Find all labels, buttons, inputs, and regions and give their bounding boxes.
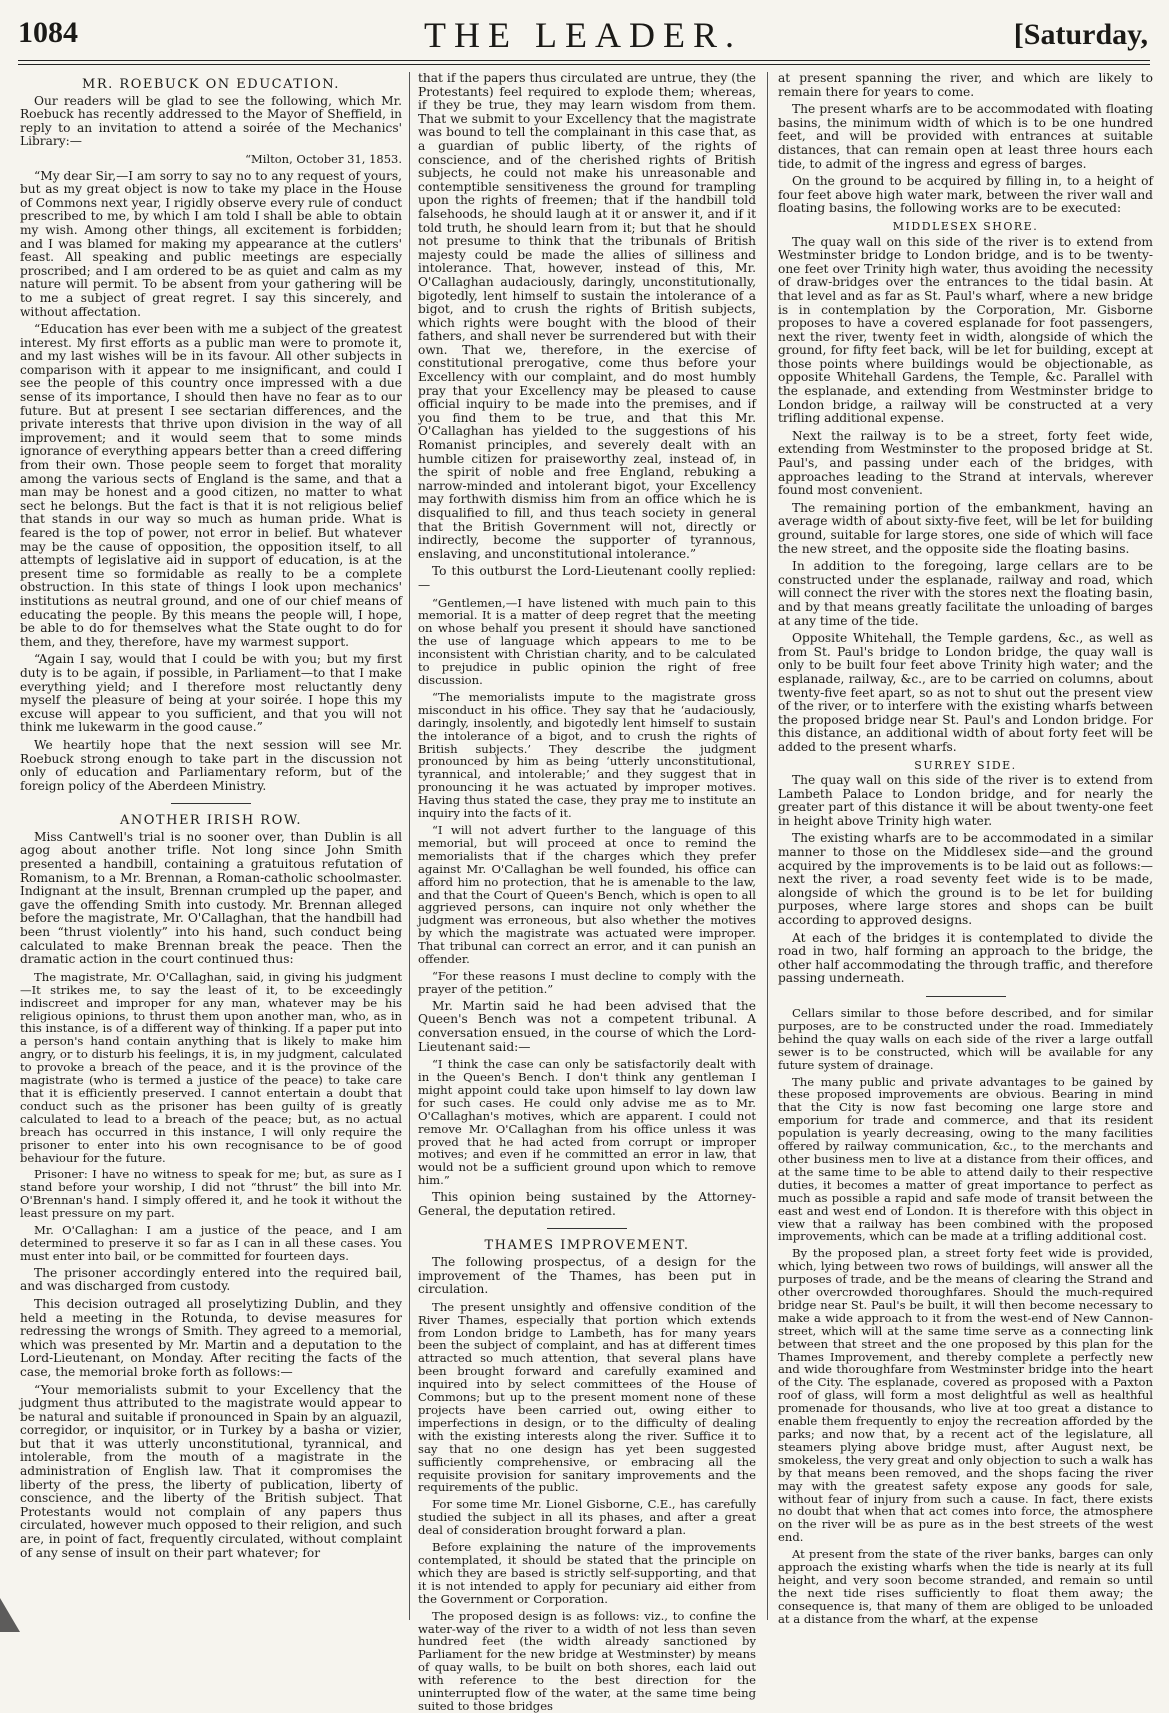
closing-paragraph: Cellars similar to those before described, and for similar purposes, are to be constructed under the road. Immediately behind the quay walls on each side of the river a large outfall sewer is to be constructed, which will be available for any future system of drainage. bbox=[778, 1006, 1153, 1072]
masthead-rule-top bbox=[18, 60, 1150, 61]
thames-paragraph: For some time Mr. Lionel Gisborne, C.E., has carefully studied the subject in all its phases, and after a great deal of consideration brought forward a plan. bbox=[418, 1497, 756, 1538]
article-heading-roebuck: MR. ROEBUCK ON EDUCATION. bbox=[82, 77, 340, 92]
reply-paragraph: “I think the case can only be satisfactorily dealt with in the Queen's Bench. I don't think any gentleman I might appoint could take upon himself to lay down law for such cases. He could only advise me as to Mr. O'Callaghan's motives, which are apparent. I could not remove Mr. O'Callaghan from his office unless it was proved that he had acted from corrupt or improper motives; and even if he committed an error in law, that would not be a sufficient ground upon which to remove him.” bbox=[418, 1057, 756, 1188]
irish-row-paragraph: Mr. O'Callaghan: I am a justice of the peace, and I am determined to preserve it so far as I can in all these cases. You must enter into bail, or be committed for fourteen days. bbox=[20, 1223, 402, 1263]
middlesex-paragraph: The quay wall on this side of the river is to extend from Westminster bridge to London bridge, and is to be twenty-one feet over Trinity high water, thus avoiding the necessity of draw-bridges over the entrances to the tidal basin. At that level and as far as St. Paul's wharf, where a new bridge is in contemplation by the Corporation, Mr. Gisborne proposes to have a covered esplanade for foot passengers, next the river, twenty feet in width, alongside of which the ground, for fifty feet back, will be let for building, except at those points where buildings would be objectionable, as opposite Whitehall Gardens, the Temple, &c. Parallel with the esplanade, and extending from Westminster bridge to London bridge, a railway will be constructed at a very trifling additional expense. bbox=[778, 234, 1153, 426]
column-divider-2 bbox=[767, 72, 768, 1620]
article-heading-irish-row: ANOTHER IRISH ROW. bbox=[120, 813, 302, 829]
reply-paragraph: “I will not advert further to the language of this memorial, but will proceed at once to remind the memorialists that if the charges which they prefer against Mr. O'Callaghan be well founded, his office can afford him no protection, that he is amenable to the law, and that the Court of Queen's Bench, which is open to all aggrieved persons, can inquire not only whether the judgment was erroneous, but also whether the motives by which the magistrate was actuated were improper. That tribunal can correct an error, and it can punish an offender. bbox=[418, 822, 756, 967]
closing-paragraph: By the proposed plan, a street forty feet wide is provided, which, lying between two rows of buildings, will answer all the purposes of trade, and be the means of clearing the Strand and other overcrowded thoroughfares. Should the much-required bridge near St. Paul's be built, it will then become necessary to make a wide approach to it from the west-end of New Cannon-street, which will at the same time serve as a connecting link between that street and the one proposed by this plan for the Thames Improvement, and thereby complete a perfectly new and wide thoroughfare from Westminster bridge into the heart of the City. The esplanade, covered as proposed with a Paxton roof of glass, will form a most delightful as well as healthful promenade for thousands, who live at too great a distance to enable them frequently to enjoy the recreation afforded by the parks; and now that, by a recent act of the legislature, all steamers plying above bridge must, after August next, be smokeless, the very great and only objection to such a walk has by that means been removed, and the shops facing the river may with the greatest safety expose any goods for sale, without fear of injury from such a cause. In fact, there exists no doubt that when that act comes into force, the atmosphere on the river will be as pure as in the best streets of the west end. bbox=[778, 1246, 1153, 1545]
irish-row-paragraph: Prisoner: I have no witness to speak for me; but, as sure as I stand before your worship, I did not “thrust” the bill into Mr. O'Brennan's hand. I simply offered it, and he took it without the least pressure on my part. bbox=[20, 1167, 402, 1221]
irish-row-paragraph: The prisoner accordingly entered into the required bail, and was discharged from custody. bbox=[20, 1265, 402, 1294]
irish-row-paragraph: “Your memorialists submit to your Excellency that the judgment thus attributed to the magistrate would appear to be natural and suitable if pronounced in Spain by an alguazil, corregidor, or inquisitor, or in Turkey by a basha or vizier, but that it was utterly unconstitutional, tyrannical, and intolerable, from the mouth of a magistrate in the administration of English law. That it compromises the liberty of the press, the liberty of publication, liberty of conscience, and the liberty of the British subject. That Protestants would not complain of any papers thus circulated, however much opposed to their religion, and such are, in point of fact, frequently circulated, without complaint of any sense of insult on their part whatever; for bbox=[20, 1382, 402, 1560]
irish-row-paragraph: This decision outraged all proselytizing Dublin, and they held a meeting in the Rotunda, to devise measures for redressing the wrongs of Smith. They agreed to a memorial, which was presented by Mr. Martin and a deputation to the Lord-Lieutenant, on Monday. After reciting the facts of the case, the memorial broke forth as follows:— bbox=[20, 1296, 402, 1379]
memorial-paragraph: Mr. Martin said he had been advised that the Queen's Bench was not a competent tribunal. A conversation ensued, in the course of which the Lord-Lieutenant said:— bbox=[418, 998, 756, 1054]
column-divider-1 bbox=[409, 72, 410, 1620]
memorial-paragraph: To this outburst the Lord-Lieutenant coolly replied:— bbox=[418, 564, 756, 592]
letter-paragraph: “Education has ever been with me a subject of the greatest interest. My first efforts as a public man were to promote it, and my last wishes will be in its favour. All other subjects in comparison with it appear to me insignificant, and could I see the people of this country once impressed with a due sense of its importance, I should then have no fear as to our future. But at present I see sectarian differences, and the private interests that thrive upon division in the way of all improvement; and it would seem that to some minds ignorance of everything appears better than a creed differing from their own. Those people seem to forget that morality among the various sects of England is the same, and that a man may be honest and a good citizen, no matter to what sect he belongs. But the fact is that it is not religious belief that stands in our way so much as human pride. What is feared is the top of power, not error in belief. But whatever may be the cause of opposition, the opposition itself, to all attempts of legislative aid in support of education, is at the present time so formidable as really to be a complete obstruction. In this state of things I look upon mechanics' institutions as neutral ground, and one of our chief means of educating the people. By this means the people will, I hope, be able to do for themselves what the State ought to do for them, and they, therefore, have my warmest support. bbox=[20, 322, 402, 649]
letter-paragraph: “Again I say, would that I could be with you; but my first duty is to be again, if possible, in Parliament—to that I make everything yield; and I therefore most reluctantly deny myself the pleasure of being at your soirée. I hope this my excuse will appear to you sufficient, and that you will not think me lukewarm in the good cause.” bbox=[20, 652, 402, 735]
thames-continued-paragraph: The present wharfs are to be accommodated with floating basins, the minimum width of which is to be one hundred feet, and will be provided with entrances at suitable distances, that can remain open at least three hours each tide, to admit of the ingress and egress of barges. bbox=[778, 102, 1153, 171]
thames-paragraph: Before explaining the nature of the improvements contemplated, it should be stated that the principle on which they are based is strictly self-supporting, and that it is not intended to apply for pecuniary aid either from the Government or Corporation. bbox=[418, 1540, 756, 1606]
thames-paragraph: The present unsightly and offensive condition of the River Thames, especially that portion which extends from London bridge to Lambeth, has for many years been the subject of complaint, and has at different times attracted so much attention, that several plans have been brought forward and carefully examined and inquired into by select committees of the House of Commons; but up to the present moment none of these projects have been carried out, owing either to imperfections in design, or to the difficulty of dealing with the existing interests along the river. Suffice it to say that no one design has yet been suggested sufficiently comprehensive, or embracing all the requisite provision for sanitary improvements and the requirements of the public. bbox=[418, 1299, 756, 1495]
irish-row-paragraph: The magistrate, Mr. O'Callaghan, said, in giving his judgment—It strikes me, to say the least of it, to be exceedingly indiscreet and improper for any man, whatever may be his religious opinions, to thrust them upon another man, who, as in this instance, is of a different way of thinking. If a paper put into a person's hand contain anything that is likely to make him angry, or to disturb his feelings, it is, in my judgment, calculated to provoke a breach of the peace, and it is the province of the magistrate (who is termed a justice of the peace) to take care that it is efficiently preserved. I cannot entertain a doubt that conduct such as the prisoner has been guilty of is greatly calculated to lead to a breach of the peace; but, as no actual breach has occurred in this instance, I will only require the prisoner to enter into his own recognisance to be of good behaviour for the future. bbox=[20, 969, 402, 1165]
thames-paragraph: The proposed design is as follows: viz., to confine the water-way of the river to a width of not less than seven hundred feet (the width already sanctioned by Parliament for the new bridge at Westminster) by means of quay walls, to be built on both shores, each laid out with reference to the best direction for the uninterrupted flow of the water, at the same time being suited to those bridges bbox=[418, 1608, 756, 1713]
letter-dateline: “Milton, October 31, 1853. bbox=[245, 151, 402, 166]
newspaper-title: THE LEADER. bbox=[424, 15, 742, 55]
middlesex-paragraph: The remaining portion of the embankment, having an average width of about sixty-five feet, will be let for building ground, suitable for large stores, one side of which will face the new street, and the opposite side the floating basins. bbox=[778, 500, 1153, 556]
masthead bbox=[18, 14, 1148, 58]
roebuck-closing: We heartily hope that the next session will see Mr. Roebuck strong enough to take part in the discussion not only of education and Parliamentary reform, but of the foreign policy of the Aberdeen Ministry. bbox=[20, 737, 402, 793]
separator bbox=[547, 1228, 627, 1229]
page-number: 1084 bbox=[18, 16, 78, 49]
masthead-rule-bottom bbox=[18, 64, 1150, 65]
issue-day: [Saturday, bbox=[1013, 18, 1148, 51]
separator bbox=[171, 803, 251, 804]
surrey-paragraph: The quay wall on this side of the river is to extend from Lambeth Palace to London bridge, and for nearly the greater part of this distance it will be about twenty-one feet in height above Trinity high water. bbox=[778, 773, 1153, 828]
reply-paragraph: “The memorialists impute to the magistrate gross misconduct in his office. They say that he ‘audaciously, daringly, insolently, and bigotedly lent himself to sustain the intolerance of a bigot, and to crush the rights of British subjects.’ They describe the judgment pronounced by him as being ‘utterly unconstitutional, tyrannical, and intolerable;’ and they suggest that in pronouncing it he was actuated by improper motives. Having thus stated the case, they pray me to institute an inquiry into the facts of it. bbox=[418, 689, 756, 821]
column-3 bbox=[778, 71, 1154, 1626]
middlesex-paragraph: In addition to the foregoing, large cellars are to be constructed under the esplanade, railway and road, which will connect the river with the stores next the floating basin, and by that means greatly facilitate the unloading of barges at any time of the tide. bbox=[778, 559, 1154, 628]
closing-paragraph: The many public and private advantages to be gained by these proposed improvements are obvious. Bearing in mind that the City is now fast becoming one large store and emporium for trade and commerce, and that its resident population is yearly decreasing, owing to the many facilities offered by railway communication, &c., to the merchants and other business men to live at a distance from their offices, and at the same time to be able to attend daily to their respective duties, it becomes a matter of great importance to perfect as much as possible a rapid and safe mode of transit between the east and west end of London. It is therefore with this object in view that a railway has been combined with the proposed improvements, which can be made at a trifling additional cost. bbox=[778, 1074, 1153, 1244]
irish-row-paragraph: Miss Cantwell's trial is no sooner over, than Dublin is all agog about another trifle. Not long since John Smith presented a handbill, containing a gratuitous refutation of Romanism, to a Mr. Brennan, a Roman-catholic schoolmaster. Indignant at the insult, Brennan crumpled up the paper, and gave the offending Smith into custody. Mr. Brennan alleged before the magistrate, Mr. O'Callaghan, that the handbill had been “thrust violently” into his hand, such conduct being calculated to make Brennan break the peace. Then the dramatic action in the court continued thus: bbox=[20, 829, 402, 967]
letter-paragraph: “My dear Sir,—I am sorry to say no to any request of yours, but as my great object is now to take my place in the House of Commons next year, I rigidly observe every rule of conduct prescribed to me, by which I am told I shall be able to obtain my wish. Among other things, all excitement is forbidden; and I was blamed for making my appearance at the cutlers' feast. All speaking and public meetings are especially proscribed; and I am ordered to be as quiet and calm as my nature will permit. To be absent from your gathering will be to me a subject of great regret. I say this sincerely, and without affectation. bbox=[20, 168, 402, 319]
thames-continued-paragraph: at present spanning the river, and which are likely to remain there for years to come. bbox=[778, 71, 1153, 99]
separator bbox=[926, 996, 1006, 997]
memorial-paragraph: This opinion being sustained by the Attorney-General, the deputation retired. bbox=[418, 1190, 756, 1218]
roebuck-intro: Our readers will be glad to see the following, which Mr. Roebuck has recently addressed to the Mayor of Sheffield, in reply to an invitation to attend a soirée of the Mechanics' Library:— bbox=[20, 93, 402, 149]
page-corner-shadow bbox=[0, 1592, 40, 1632]
thames-paragraph: The following prospectus, of a design for the improvement of the Thames, has been put in circulation. bbox=[418, 1254, 756, 1297]
thames-continued-paragraph: On the ground to be acquired by filling in, to a height of four feet above high water mark, between the river wall and floating basins, the following works are to be executed: bbox=[778, 174, 1153, 216]
surrey-paragraph: At each of the bridges it is contemplated to divide the road in two, half forming an approach to the bridge, the other half accommodating the through traffic, and therefore passing underneath. bbox=[778, 930, 1153, 986]
article-heading-thames: THAMES IMPROVEMENT. bbox=[484, 1238, 690, 1254]
surrey-paragraph: The existing wharfs are to be accommodated in a similar manner to those on the Middlesex side—and the ground acquired by the improvements is to be laid out as follows:—next the river, a road seventy feet wide is to be made, alongside of which the ground is to be let for building purposes, where large stores and shops can be built according to approved designs. bbox=[778, 831, 1153, 928]
subheading-surrey-side: SURREY SIDE. bbox=[914, 758, 1017, 772]
column-2 bbox=[418, 71, 756, 1713]
memorial-paragraph: that if the papers thus circulated are untrue, they (the Protestants) feel required to explode them; whereas, if they be true, they may learn wisdom from them. That we submit to your Excellency that the magistrate was bound to tell the complainant in this case that, as a guardian of public liberty, of the rights of conscience, and of the cherished rights of British subjects, he could not make his unreasonable and contemptible sensitiveness the ground for trampling upon the rights of freemen; that if the handbill told falsehoods, he should laugh at it or answer it, and if it told truth, he should learn from it; but that he should not presume to think that the tribunals of British majesty could be made the allies of silliness and intolerance. That, however, instead of this, Mr. O'Callaghan audaciously, daringly, unconstitutionally, bigotedly, lent himself to sustain the intolerance of a bigot, and to crush the rights of British subjects, which rights were bought with the blood of their fathers, and shall never be surrendered but with their own. That we, therefore, in the exercise of constitutional prerogative, come thus before your Excellency with our complaint, and do most humbly pray that your Excellency may be pleased to cause official inquiry to be made into the premises, and if you find them to be true, and that this Mr. O'Callaghan has yielded to the suggestions of his Romanist principles, and severely dealt with an humble citizen for praiseworthy zeal, instead of, in the spirit of noble and free England, rebuking a narrow-minded and intolerant bigot, your Excellency may forthwith dismiss him from an office which he is disqualified to fill, and thus teach society in general that the British Government will not, directly or indirectly, become the supporter of tyrannous, enslaving, and unconstitutional intolerance.” bbox=[418, 71, 756, 561]
middlesex-paragraph: Next the railway is to be a street, forty feet wide, extending from Westminster to the proposed bridge at St. Paul's, and passing under each of the bridges, with approaches leading to the Strand at intervals, wherever found most convenient. bbox=[778, 428, 1153, 498]
subheading-middlesex-shore: MIDDLESEX SHORE. bbox=[892, 219, 1039, 233]
closing-paragraph: At present from the state of the river banks, barges can only approach the existing wharfs when the tide is nearly at its full height, and very soon become stranded, and remain so until the next tide rises sufficiently to float them away; the consequence is, that many of them are obliged to be unloaded at a distance from the wharf, at the expense bbox=[778, 1547, 1153, 1626]
column-1 bbox=[20, 72, 402, 1620]
reply-paragraph: “Gentlemen,—I have listened with much pain to this memorial. It is a matter of deep regret that the meeting on whose behalf you present it should have sanctioned the use of language which appears to me to be inconsistent with Christian charity, and to be calculated to prejudice in public opinion the right of free discussion. bbox=[418, 595, 756, 687]
middlesex-paragraph: Opposite Whitehall, the Temple gardens, &c., as well as from St. Paul's bridge to London bridge, the quay wall is only to be built four feet above Trinity high water; and the esplanade, railway, &c., are to be carried on columns, about twenty-five feet apart, so as not to shut out the present view of the river, or to interfere with the existing wharfs between the proposed bridge near St. Paul's and London bridge. For this distance, an additional width of about forty feet will be added to the present wharfs. bbox=[778, 631, 1153, 754]
reply-paragraph: “For these reasons I must decline to comply with the prayer of the petition.” bbox=[418, 968, 756, 996]
